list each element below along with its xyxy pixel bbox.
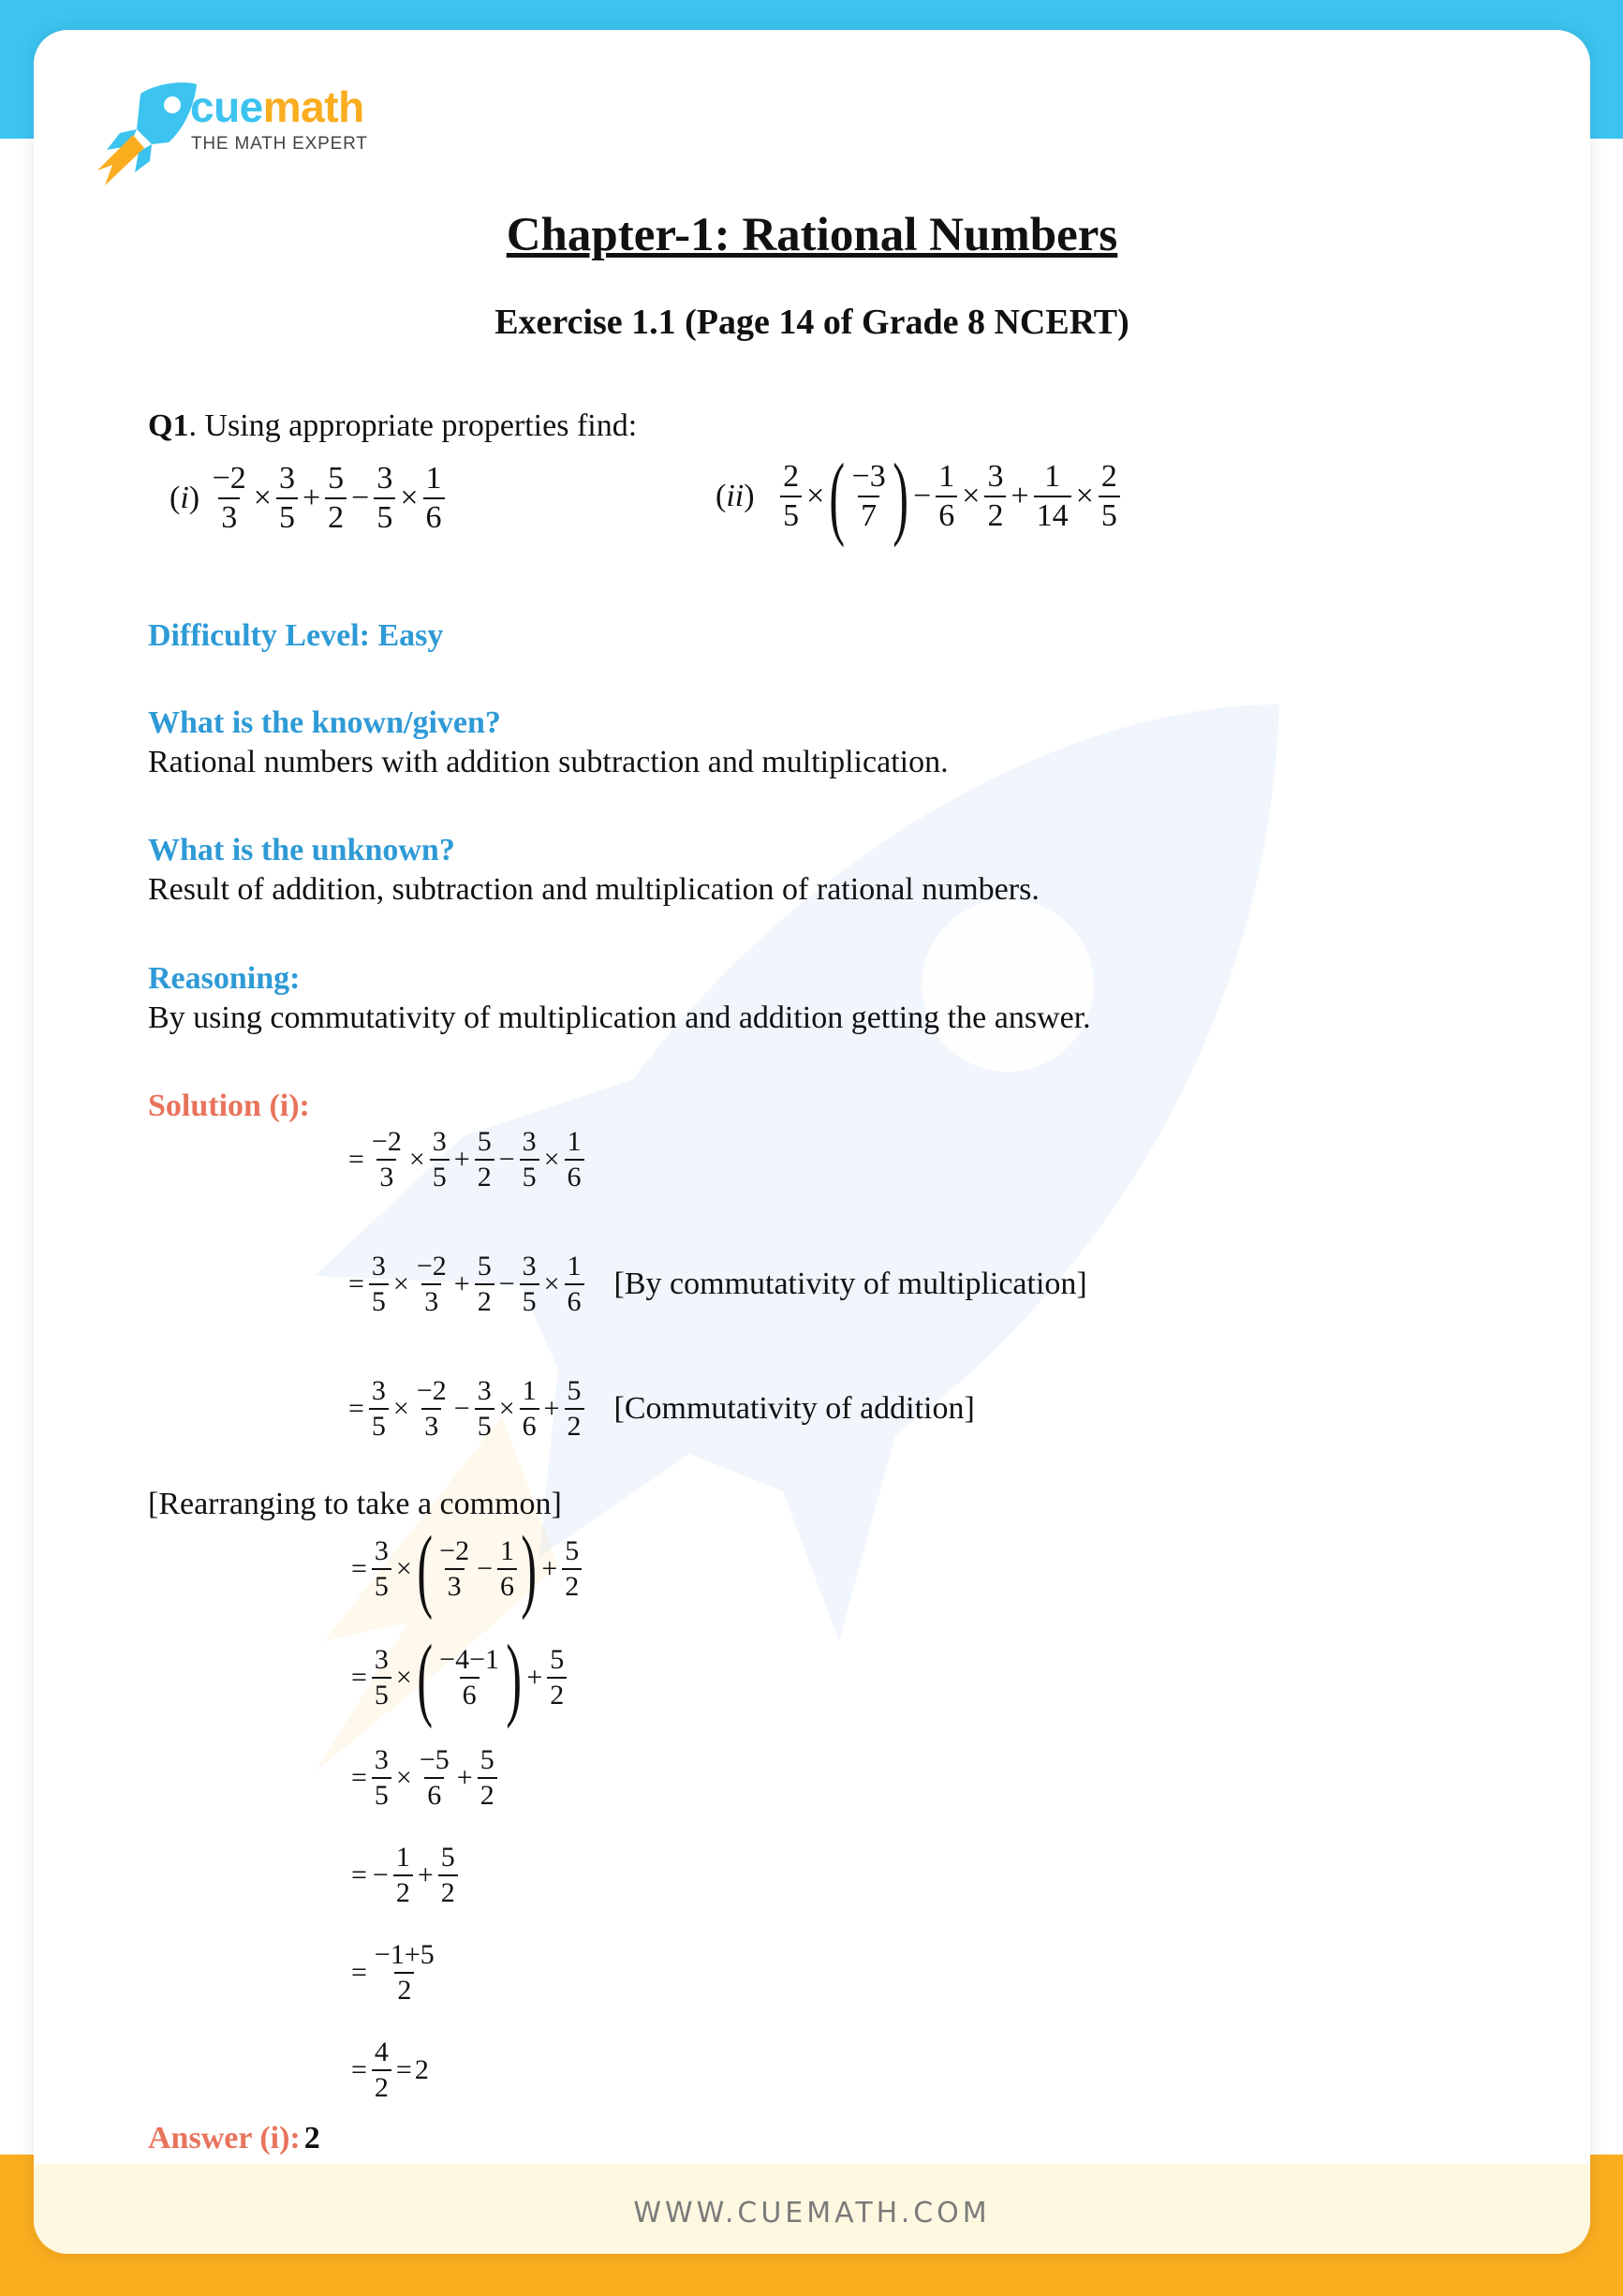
solution-heading: Solution (i):: [148, 1089, 310, 1123]
solution-step-6: = $\frac{3}{5}$ × $\frac{-5}{6}$ + $\frac{5}{2}$: [348, 1746, 499, 1810]
note-commutativity-multiplication: [By commutativity of multiplication]: [613, 1267, 1087, 1301]
question-part-ii: (ii) $\frac{2}{5}$ × ( $\frac{-3}{7}$ ) − $\frac{1}{6}$ × $\frac{3}{2}$ + $\frac{1}{14}$ × $\frac{2}{5}$: [716, 456, 1122, 536]
solution-step-9: = $\frac{4}{2}$ = 2: [351, 2037, 429, 2103]
solution-step-8: = $\frac{-1+5}{2}$: [351, 1939, 435, 2006]
note-rearranging: [Rearranging to take a common]: [148, 1487, 562, 1521]
reasoning-heading: Reasoning:: [148, 961, 301, 996]
page-title: Chapter-1: Rational Numbers: [506, 209, 1118, 261]
brand-wordmark: cuemath: [190, 82, 364, 131]
reasoning-text: By using commutativity of multiplication and addition getting the answer.: [148, 1000, 1091, 1035]
difficulty-level: Difficulty Level: Easy: [148, 618, 444, 653]
rocket-watermark: [34, 30, 1590, 2254]
solution-step-7: = − $\frac{1}{2}$ + $\frac{5}{2}$: [348, 1844, 460, 1907]
note-commutativity-addition: [Commutativity of addition]: [613, 1391, 975, 1426]
solution-step-5: = $\frac{3}{5}$ × ( $\frac{-4-1}{6}$ ) + $\frac{5}{2}$: [348, 1637, 568, 1717]
solution-step-2: = $\frac{3}{5}$ × $\frac{-2}{3}$ + $\frac{5}{2}$ − $\frac{3}{5}$ × $\frac{1}{6}$ [By commutativity of multiplication]: [348, 1251, 1087, 1317]
solution-step-3: = $\frac{3}{5}$ × $\frac{-2}{3}$ − $\frac{3}{5}$ × $\frac{1}{6}$ + $\frac{5}{2}$ [Commutativity of addition]: [348, 1375, 975, 1442]
unknown-heading: What is the unknown?: [148, 833, 455, 867]
footer-url: WWW.CUEMATH.COM: [633, 2197, 991, 2229]
page-card: [34, 30, 1590, 2254]
solution-step-4: = $\frac{3}{5}$ × ( $\frac{-2}{3}$ − $\frac{1}{6}$ ) + $\frac{5}{2}$: [348, 1529, 583, 1608]
known-text: Rational numbers with addition subtraction and multiplication.: [148, 745, 949, 779]
question-part-i: (i) $\frac{-2}{3}$ × $\frac{3}{5}$ + $\frac{5}{2}$ − $\frac{3}{5}$ × $\frac{1}{6}$: [170, 463, 447, 534]
solution-step-1: = $\frac{-2}{3}$ × $\frac{3}{5}$ + $\frac{5}{2}$ − $\frac{3}{5}$ × $\frac{1}{6}$: [346, 1128, 586, 1192]
unknown-text: Result of addition, subtraction and multiplication of rational numbers.: [148, 872, 1040, 907]
exercise-subtitle: Exercise 1.1 (Page 14 of Grade 8 NCERT): [494, 303, 1129, 342]
brand-tagline: THE MATH EXPERT: [191, 134, 368, 154]
known-heading: What is the known/given?: [148, 705, 501, 740]
answer-line: Answer (i): 2: [148, 2121, 320, 2155]
question-text: Q1. Using appropriate properties find:: [148, 408, 638, 443]
footer: [34, 2164, 1590, 2254]
